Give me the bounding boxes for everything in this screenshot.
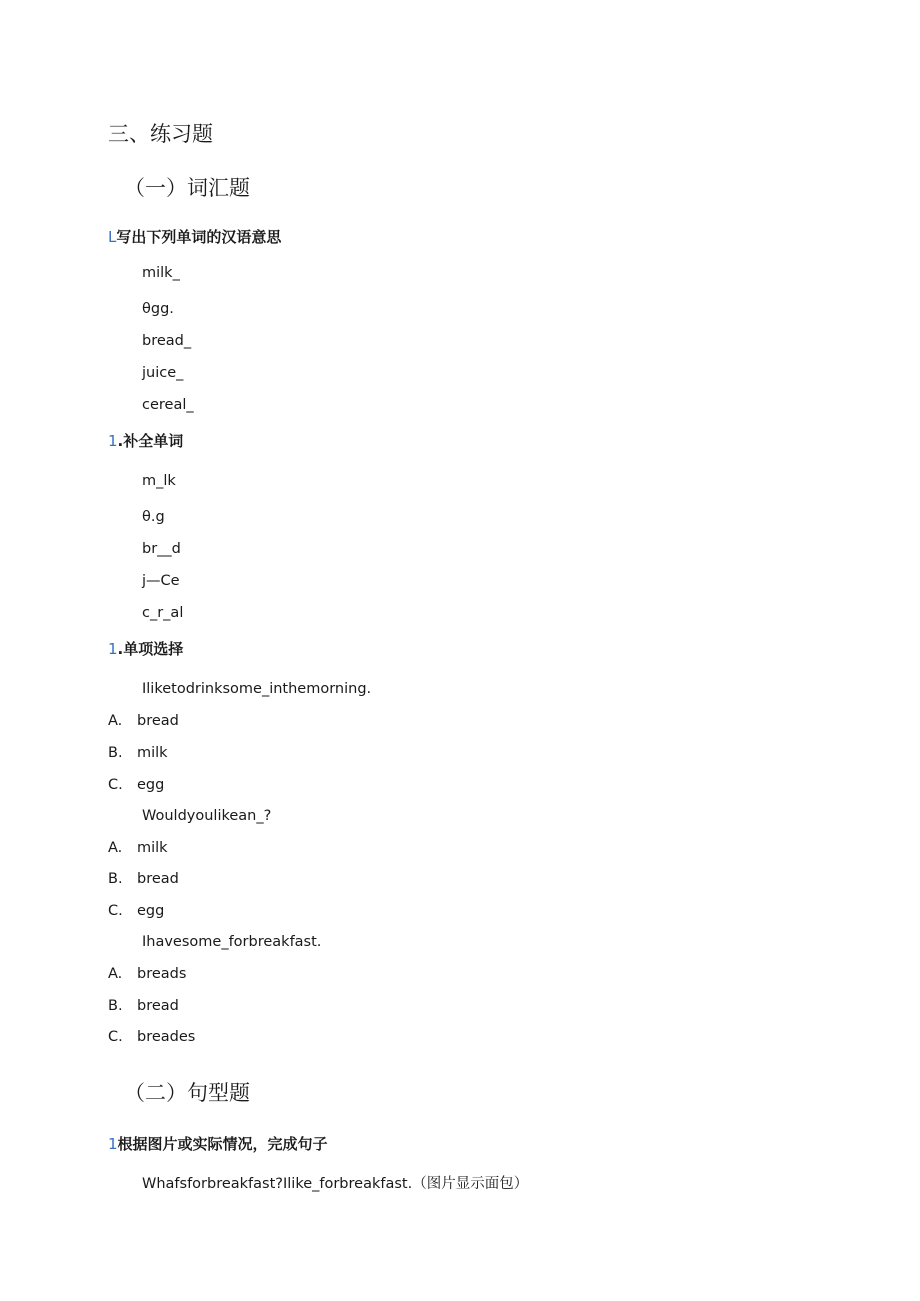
option-text: egg bbox=[137, 903, 165, 919]
option-letter: A. bbox=[108, 713, 123, 729]
option-letter: C. bbox=[108, 903, 123, 919]
option bbox=[108, 714, 179, 729]
fill-item: j—Ce bbox=[142, 573, 180, 589]
option bbox=[108, 967, 186, 982]
option-text: milk bbox=[137, 840, 168, 856]
option bbox=[108, 904, 164, 919]
sentence-heading: （二）句型题 bbox=[124, 1081, 250, 1105]
fill-item: θ.g bbox=[142, 509, 165, 525]
task-number: L bbox=[108, 228, 117, 246]
vocab-item: cereal_ bbox=[142, 397, 194, 413]
option-text: breades bbox=[137, 1029, 196, 1045]
fill-item: br__d bbox=[142, 541, 181, 557]
option bbox=[108, 778, 164, 793]
vocab-item: θgg. bbox=[142, 301, 174, 317]
question-stem: Ihavesome_forbreakfast. bbox=[142, 934, 322, 950]
option bbox=[108, 746, 168, 761]
option-letter: B. bbox=[108, 871, 123, 887]
option bbox=[108, 999, 179, 1014]
question-stem: Iliketodrinksome_inthemorning. bbox=[142, 681, 372, 697]
option-letter: C. bbox=[108, 1029, 123, 1045]
task-number: 1 bbox=[108, 432, 118, 450]
option-letter: B. bbox=[108, 998, 123, 1014]
task-label: 根据图片或实际情况，完成句子 bbox=[117, 1135, 328, 1153]
option-letter: B. bbox=[108, 745, 123, 761]
option-text: breads bbox=[137, 966, 187, 982]
option bbox=[108, 1030, 195, 1045]
fill-item: m_lk bbox=[142, 473, 176, 489]
option-text: bread bbox=[137, 871, 179, 887]
option-text: milk bbox=[137, 745, 168, 761]
task-number: 1 bbox=[108, 1135, 118, 1153]
option bbox=[108, 841, 168, 856]
vocab-item: milk_ bbox=[142, 265, 180, 281]
task-1-heading bbox=[108, 230, 281, 245]
task-2-heading bbox=[108, 434, 183, 449]
question-stem: Wouldyoulikean_? bbox=[142, 808, 272, 824]
task-label: 写出下列单词的汉语意思 bbox=[116, 228, 282, 246]
option-letter: A. bbox=[108, 840, 123, 856]
task-label: .补全单词 bbox=[117, 432, 184, 450]
vocab-item: juice_ bbox=[142, 365, 184, 381]
option-letter: A. bbox=[108, 966, 123, 982]
option-text: bread bbox=[137, 713, 179, 729]
task-label: .单项选择 bbox=[117, 640, 184, 658]
option-letter: C. bbox=[108, 777, 123, 793]
task-3-heading bbox=[108, 642, 183, 657]
option-text: bread bbox=[137, 998, 179, 1014]
vocab-heading: （一）词汇题 bbox=[124, 176, 250, 200]
sentence-item: Whafsforbreakfast?Ilike_forbreakfast.（图片显示面包） bbox=[142, 1176, 529, 1192]
task-number: 1 bbox=[108, 640, 118, 658]
fill-item: c_r_al bbox=[142, 605, 184, 621]
option bbox=[108, 872, 179, 887]
sentence-task-heading bbox=[108, 1137, 328, 1152]
vocab-item: bread_ bbox=[142, 333, 192, 349]
section-title: 三、练习题 bbox=[108, 122, 213, 146]
option-text: egg bbox=[137, 777, 165, 793]
